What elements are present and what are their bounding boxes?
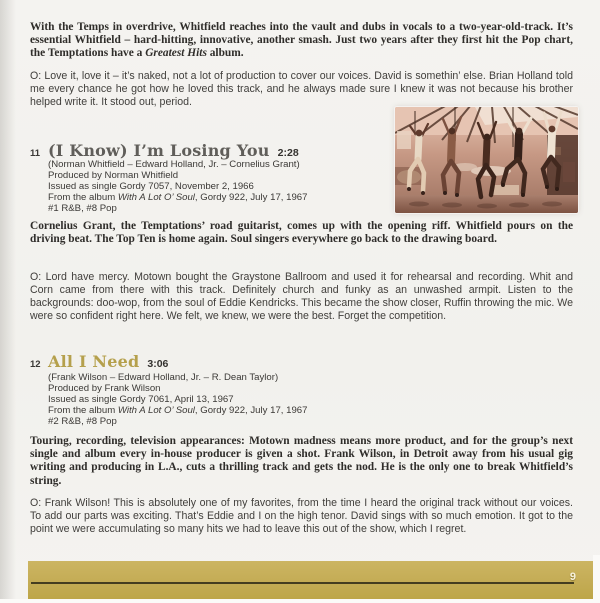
album-title-italic: Greatest Hits — [145, 47, 207, 60]
track-title: (I Know) I’m Losing You — [48, 141, 270, 160]
credit-single: Issued as single Gordy 7061, April 13, 1967 — [48, 394, 234, 405]
otis-quote-paragraph-3: O: Frank Wilson! This is absolutely one of my favorites, from the time I heard the original track without our voices. To add our parts was exciting. That’s Eddie and I on the high tenor. David sings with so much emotion. It got to the point we were accumulating so many hits we had to leave this out of the show, which I regret. — [30, 497, 573, 536]
credit-single: Issued as single Gordy 7057, November 2, 1966 — [48, 181, 254, 192]
page-margin-bottom — [0, 599, 600, 603]
track-number: 11 — [30, 148, 41, 159]
narration-paragraph-3: Touring, recording, television appearances: Motown madness means more product, and for the group’s next single and album every in-house producer is given a shot. Frank Wilson, in Detroit away from his usual gig writing and producing in L.A., cuts a thrilling track and gets the nod. He is the only one to break Whitfield’s string. — [30, 435, 573, 487]
credit-writers: (Frank Wilson – Edward Holland, Jr. – R. Dean Taylor) — [48, 372, 279, 383]
credit-producer: Produced by Frank Wilson — [48, 383, 161, 394]
narration-paragraph-2: Cornelius Grant, the Temptations’ road guitarist, comes up with the opening riff. Whitfield pours on the driving beat. The Top Ten is home again. Soul singers everywhere go back to the drawing board. — [30, 220, 573, 246]
track-number: 12 — [30, 359, 41, 370]
intro-text-end: album. — [206, 47, 244, 60]
credit-album — [48, 192, 307, 203]
credit-album-prefix: From the album — [48, 192, 118, 203]
scan-edge-shadow — [0, 0, 16, 603]
intro-text: With the Temps in overdrive, Whitfield reaches into the vault and dubs in vocals to a two-year-old-track. It’s essential Whitfield – hard-hitting, innovative, another smash. Just two years after they first hit the Pop chart, the Temptations have a — [30, 21, 573, 60]
otis-quote-paragraph-1: O: Love it, love it – it’s naked, not a lot of production to cover our voices. David is somethin’ else. Brian Holland told me every chance he got how he loved this track, and he always made sure I knew it was not because his brother helped write it. It stood out, period. — [30, 70, 573, 109]
intro-paragraph — [30, 21, 573, 61]
track-credits-11 — [48, 159, 307, 214]
credit-album-suffix: , Gordy 922, July 17, 1967 — [194, 192, 308, 203]
otis-quote-paragraph-2: O: Lord have mercy. Motown bought the Graystone Ballroom and used it for rehearsal and recording. Whit and Corn came from there with this track. Definitely church and funky as an unwashed armpit. Listen to the backgrounds: doo-wop, from the soul of Eddie Kendricks. This became the show closer, Ruffin throwing the mic. We were so confident right here. We felt, we knew, we were the best. Forget the competition. — [30, 271, 573, 323]
credit-chart-positions: #2 R&B, #8 Pop — [48, 416, 117, 427]
track-entry-12 — [30, 352, 168, 371]
credit-album-title: With A Lot O’ Soul — [117, 405, 195, 416]
footer-rule-line — [31, 582, 574, 584]
credit-album-title: With A Lot O’ Soul — [117, 192, 195, 203]
track-title: All I Need — [48, 352, 140, 371]
track-duration: 2:28 — [277, 147, 299, 159]
track-duration: 3:06 — [147, 358, 169, 370]
photo-illustration — [395, 107, 578, 213]
credit-album — [48, 405, 307, 416]
footer-bar — [28, 561, 593, 599]
credit-album-suffix: , Gordy 922, July 17, 1967 — [194, 405, 308, 416]
track-entry-11 — [30, 141, 299, 160]
page-number: 9 — [569, 571, 576, 583]
credit-producer: Produced by Norman Whitfield — [48, 170, 179, 181]
credit-chart-positions: #1 R&B, #8 Pop — [48, 203, 117, 214]
page-margin-right — [593, 555, 600, 603]
credit-album-prefix: From the album — [48, 405, 118, 416]
track-credits-12 — [48, 372, 307, 427]
temptations-jumping-photo — [395, 107, 578, 213]
credit-writers: (Norman Whitfield – Edward Holland, Jr. – Cornelius Grant) — [48, 159, 300, 170]
